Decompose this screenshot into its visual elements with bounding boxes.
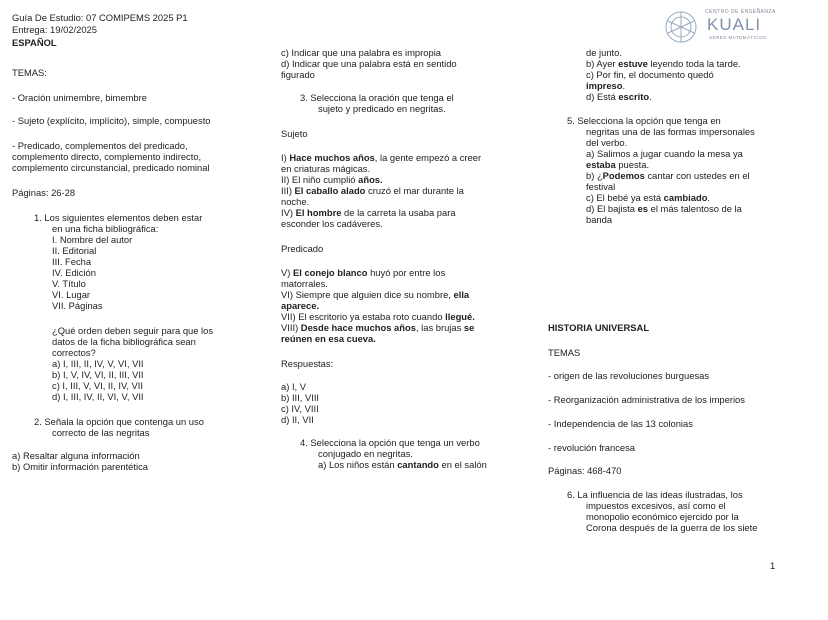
sentence: V) El conejo blanco huyó por entre los [281,267,446,278]
question-4: 4. Selecciona la opción que tenga un verbo [300,437,480,448]
tema-item: - Sujeto (explícito, implícito), simple, compuesto [12,115,211,126]
answer-option: c) Indicar que una palabra es impropia [281,47,441,58]
sentence: IV) El hombre de la carreta la usaba para [281,207,456,218]
list-item: VI. Lugar [52,289,91,300]
sentence: reúnen en esa cueva. [281,333,376,344]
question-2: 2. Señala la opción que contenga un uso [34,416,204,427]
question-5: del verbo. [586,137,628,148]
answer-option: c) Por fin, el documento quedó [586,69,714,80]
answer-option: figurado [281,69,315,80]
section-label: Sujeto [281,128,308,139]
list-item: II. Editorial [52,245,97,256]
section-label: Predicado [281,243,324,254]
tema-item: - revolución francesa [548,442,636,453]
question-1: 1. Los siguientes elementos deben estar [34,212,203,223]
answer-option: b) III, VIII [281,392,320,403]
answer-option: d) II, VII [281,414,314,425]
page-number: 1 [770,560,776,571]
sentence: III) El caballo alado cruzó el mar durante la [281,185,464,196]
answer-option: b) Ayer estuve leyendo toda la tarde. [586,58,741,69]
answer-option: de junto. [586,47,622,58]
sentence: esconder los cadáveres. [281,218,383,229]
answer-option: a) Salimos a jugar cuando la mesa ya [586,148,743,159]
answer-option: a) I, V [281,381,307,392]
tema-item: - Predicado, complementos del predicado, [12,140,188,151]
kuali-logo [661,9,781,45]
pages-label: Páginas: 468-470 [548,465,622,476]
sentence: I) Hace muchos años, la gente empezó a creer [281,152,482,163]
sentence: noche. [281,196,310,207]
tema-item: - Oración unimembre, bimembre [12,92,147,103]
answer-option: festival [586,181,616,192]
answer-option: banda [586,214,613,225]
answer-option: b) Omitir información parentética [12,461,148,472]
answer-option: d) Indicar que una palabra está en sentido [281,58,457,69]
answer-option: c) I, III, V, VI, II, IV, VII [52,380,144,391]
tema-item: complemento directo, complemento indirecto, [12,151,202,162]
answer-option: d) El bajista es el más talentoso de la [586,203,742,214]
answer-option: b) I, V, IV, VI, II, III, VII [52,369,144,380]
sentence: II) El niño cumplió años. [281,174,383,185]
answers-label: Respuestas: [281,358,334,369]
answer-option: b) ¿Podemos cantar con ustedes en el [586,170,750,181]
list-item: I. Nombre del autor [52,234,133,245]
sentence: matorrales. [281,278,328,289]
answer-option: impreso. [586,80,626,91]
list-item: VII. Páginas [52,300,103,311]
question-1-prompt: ¿Qué orden deben seguir para que los [52,325,214,336]
tema-item: complemento circunstancial, predicado nominal [12,162,210,173]
subject-heading: HISTORIA UNIVERSAL [548,322,650,333]
question-5: negritas una de las formas impersonales [586,126,755,137]
logo-small-text: CENTRO DE ENSEÑANZA [705,9,776,15]
question-6: Corona después de la guerra de los siete [586,522,758,533]
question-1: en una ficha bibliográfica: [52,223,159,234]
temas-label: TEMAS [548,347,581,358]
answer-option: a) Los niños están cantando en el salón [318,459,487,470]
answer-option: d) Está escrito. [586,91,652,102]
sentence: en criaturas mágicas. [281,163,371,174]
logo-name: KUALI [707,15,762,34]
question-5: 5. Selecciona la opción que tenga en [567,115,721,126]
temas-label: TEMAS: [12,67,47,78]
answer-option: c) El bebé ya está cambiado. [586,192,711,203]
question-2: correcto de las negritas [52,427,150,438]
question-3: sujeto y predicado en negritas. [318,103,446,114]
question-6: impuestos excesivos, así como el [586,500,726,511]
question-1-prompt: correctos? [52,347,96,358]
answer-option: a) Resaltar alguna información [12,450,140,461]
sentence: VIII) Desde hace muchos años, las brujas se [281,322,475,333]
question-1-prompt: datos de la ficha bibliográfica sean [52,336,196,347]
tema-item: - Reorganización administrativa de los imperios [548,394,745,405]
list-item: V. Título [52,278,86,289]
tema-item: - origen de las revoluciones burguesas [548,370,710,381]
question-6: monopolio económico ejercido por la [586,511,739,522]
list-item: III. Fecha [52,256,92,267]
doc-title: Guía De Estudio: 07 COMIPEMS 2025 P1 [12,12,188,23]
list-item: IV. Edición [52,267,96,278]
delivery-date: Entrega: 19/02/2025 [12,24,97,35]
answer-option: d) I, III, IV, II, VI, V, VII [52,391,144,402]
answer-option: c) IV, VIII [281,403,319,414]
logo-tagline: SERES MATEMÁTICOS [709,35,767,40]
answer-option: a) I, III, II, IV, V, VI, VII [52,358,144,369]
question-3: 3. Selecciona la oración que tenga el [300,92,454,103]
answer-option: estaba puesta. [586,159,650,170]
subject-heading: ESPAÑOL [12,37,57,48]
sentence: VII) El escritorio ya estaba roto cuando llegué. [281,311,475,322]
question-6: 6. La influencia de las ideas ilustradas, los [567,489,743,500]
pages-label: Páginas: 26-28 [12,187,76,198]
question-4: conjugado en negritas. [318,448,413,459]
sentence: aparece. [281,300,320,311]
sentence: VI) Siempre que alguien dice su nombre, ella [281,289,470,300]
tema-item: - Independencia de las 13 colonias [548,418,693,429]
